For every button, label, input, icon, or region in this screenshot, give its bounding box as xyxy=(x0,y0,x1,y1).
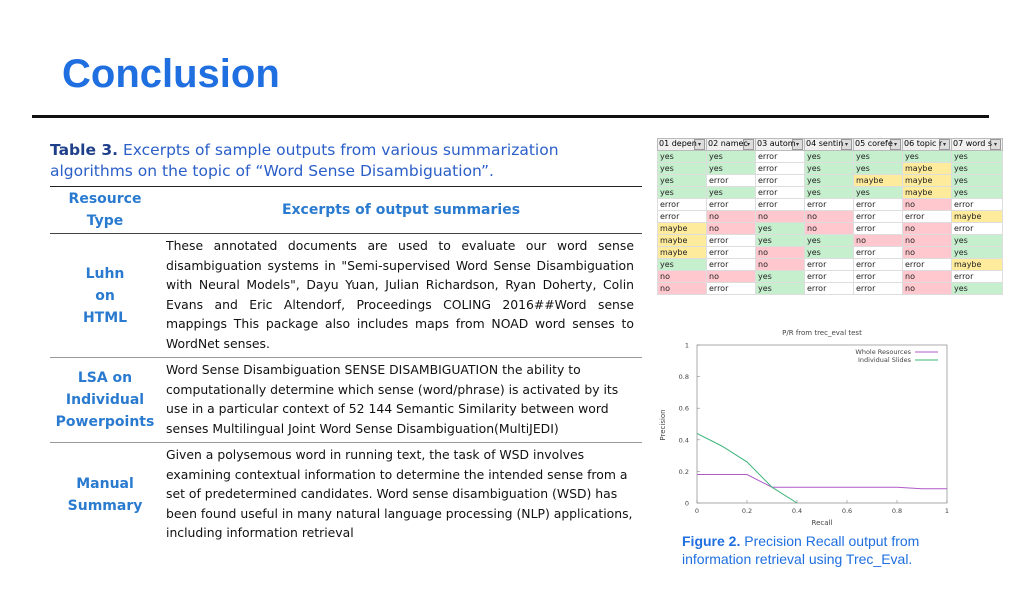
sheet-cell[interactable]: no xyxy=(903,247,952,259)
sheet-row xyxy=(658,223,1003,235)
sheet-cell[interactable]: maybe xyxy=(658,223,707,235)
sheet-cell[interactable]: error xyxy=(805,259,854,271)
sheet-cell[interactable]: no xyxy=(756,259,805,271)
excerpt-luhn: These annotated documents are used to evaluate our word sense disambiguation systems in "Semi-supervised Word Sense Disambiguation with Neural Models", Dayu Yuan, Julian Richardson, Ryan Doherty, Colin Evans and Eric Altendorf, Proceedings COLING 2016##Word sense mappings This package also includes maps from NOAD word senses to WordNet senses. xyxy=(166,238,634,351)
sheet-column-header[interactable] xyxy=(707,139,756,151)
sheet-row xyxy=(658,271,1003,283)
sheet-cell[interactable]: yes xyxy=(903,151,952,163)
table-row xyxy=(50,358,642,443)
sheet-column-header[interactable] xyxy=(952,139,1003,151)
sheet-cell[interactable]: no xyxy=(756,247,805,259)
sheet-cell[interactable]: yes xyxy=(658,259,707,271)
x-tick-label: 0.8 xyxy=(891,507,903,515)
sheet-cell[interactable]: yes xyxy=(952,235,1003,247)
sheet-row xyxy=(658,151,1003,163)
legend-label: Whole Resources xyxy=(855,348,911,356)
sheet-cell[interactable]: error xyxy=(854,211,903,223)
x-tick-label: 0 xyxy=(694,507,700,515)
sheet-cell[interactable]: error xyxy=(658,211,707,223)
sheet-cell[interactable]: error xyxy=(756,187,805,199)
sheet-row xyxy=(658,211,1003,223)
pr-chart xyxy=(655,325,955,530)
sheet-cell[interactable]: yes xyxy=(952,247,1003,259)
sheet-row xyxy=(658,247,1003,259)
sheet-cell[interactable]: error xyxy=(903,259,952,271)
sheet-cell[interactable]: no xyxy=(903,223,952,235)
sheet-cell[interactable]: error xyxy=(805,271,854,283)
sheet-cell[interactable]: no xyxy=(903,271,952,283)
sheet-cell[interactable]: no xyxy=(903,199,952,211)
x-tick-label: 0.6 xyxy=(841,507,853,515)
sheet-cell[interactable]: yes xyxy=(854,151,903,163)
x-tick-label: 0.2 xyxy=(741,507,753,515)
legend-label: Individual Slides xyxy=(858,356,911,364)
sheet-cell[interactable]: error xyxy=(707,235,756,247)
sheet-cell[interactable]: yes xyxy=(805,151,854,163)
sheet-cell[interactable]: no xyxy=(756,211,805,223)
sheet-column-header[interactable] xyxy=(903,139,952,151)
sheet-cell[interactable]: yes xyxy=(658,187,707,199)
y-tick-label: 0.8 xyxy=(678,373,689,382)
sheet-cell[interactable]: yes xyxy=(854,163,903,175)
sheet-column-label: 03 autom xyxy=(757,139,796,148)
sheet-cell[interactable]: maybe xyxy=(903,175,952,187)
table-row xyxy=(50,234,642,358)
sheet-cell[interactable]: error xyxy=(903,211,952,223)
y-tick-label: 0 xyxy=(684,499,689,508)
sheet-column-header[interactable] xyxy=(756,139,805,151)
plot-area xyxy=(697,345,947,503)
table3-header-row xyxy=(50,187,642,234)
sheet-row xyxy=(658,163,1003,175)
resource-type-lsa: LSA on Individual Powerpoints xyxy=(55,370,155,430)
sheet-cell[interactable]: maybe xyxy=(854,175,903,187)
x-tick-label: 0.4 xyxy=(791,507,803,515)
sheet-cell[interactable]: error xyxy=(707,199,756,211)
sheet-cell[interactable]: error xyxy=(707,283,756,295)
sheet-cell[interactable]: no xyxy=(707,211,756,223)
filter-dropdown-icon[interactable]: ▾ xyxy=(990,139,1001,150)
sheet-column-label: 05 corefe xyxy=(855,139,893,148)
filter-dropdown-icon[interactable]: ▾ xyxy=(841,139,852,150)
table-row xyxy=(50,443,642,547)
y-tick-label: 0.2 xyxy=(678,467,689,476)
sheet-cell[interactable]: yes xyxy=(952,283,1003,295)
sheet-cell[interactable]: no xyxy=(707,271,756,283)
resource-type-manual: Manual Summary xyxy=(67,475,143,514)
sheet-column-label: 06 topic r xyxy=(904,139,943,148)
sheet-cell[interactable]: maybe xyxy=(903,163,952,175)
sheet-cell[interactable]: yes xyxy=(658,175,707,187)
y-axis-label: Precision xyxy=(659,409,667,441)
filter-dropdown-icon[interactable]: ▾ xyxy=(694,139,705,150)
sheet-cell[interactable]: error xyxy=(854,283,903,295)
chart-title: P/R from trec_eval test xyxy=(782,329,862,337)
sheet-row xyxy=(658,235,1003,247)
table3 xyxy=(50,186,642,547)
sheet-cell[interactable]: yes xyxy=(756,223,805,235)
sheet-cell[interactable]: yes xyxy=(756,235,805,247)
sheet-cell[interactable]: error xyxy=(854,199,903,211)
sheet-cell[interactable]: yes xyxy=(952,163,1003,175)
sheet-cell[interactable]: error xyxy=(756,199,805,211)
sheet-cell[interactable]: error xyxy=(756,163,805,175)
sheet-cell[interactable]: no xyxy=(658,271,707,283)
table3-caption-label: Table 3. xyxy=(50,141,119,159)
figure2-label: Figure 2. xyxy=(682,533,741,549)
sheet-row xyxy=(658,259,1003,271)
sheet-column-label: 07 word s xyxy=(953,139,993,148)
sheet-cell[interactable]: error xyxy=(854,271,903,283)
sheet-cell[interactable]: yes xyxy=(805,175,854,187)
sheet-cell[interactable]: maybe xyxy=(903,187,952,199)
sheet-column-header[interactable] xyxy=(658,139,707,151)
sheet-cell[interactable]: error xyxy=(756,175,805,187)
sheet-cell[interactable]: maybe xyxy=(952,211,1003,223)
excerpt-manual: Given a polysemous word in running text, the task of WSD involves examining contextual information to determine the intended sense from a set of predetermined candidates. Word sense disambiguation (WSD) has been found useful in many natural language processing (NLP) applications, including information retrieval xyxy=(166,447,633,540)
sheet-cell[interactable]: yes xyxy=(707,163,756,175)
results-spreadsheet xyxy=(657,138,1003,295)
table3-header-excerpts: Excerpts of output summaries xyxy=(281,202,521,218)
resource-type-luhn: Luhn on HTML xyxy=(82,265,128,326)
sheet-cell[interactable]: error xyxy=(805,283,854,295)
sheet-cell[interactable]: maybe xyxy=(658,247,707,259)
sheet-cell[interactable]: no xyxy=(707,223,756,235)
filter-dropdown-icon[interactable]: ▾ xyxy=(939,139,950,150)
x-axis-label: Recall xyxy=(811,519,833,527)
sheet-cell[interactable]: yes xyxy=(952,187,1003,199)
sheet-cell[interactable]: yes xyxy=(805,247,854,259)
sheet-cell[interactable]: yes xyxy=(805,235,854,247)
sheet-cell[interactable]: error xyxy=(854,223,903,235)
sheet-cell[interactable]: yes xyxy=(854,187,903,199)
sheet-cell[interactable]: error xyxy=(658,199,707,211)
figure2-caption xyxy=(682,532,952,568)
sheet-column-header[interactable] xyxy=(854,139,903,151)
sheet-column-label: 01 depen xyxy=(659,139,697,148)
sheet-cell[interactable]: no xyxy=(805,211,854,223)
sheet-cell[interactable]: error xyxy=(854,247,903,259)
table3-caption xyxy=(50,140,642,182)
sheet-cell[interactable]: yes xyxy=(952,151,1003,163)
sheet-cell[interactable]: no xyxy=(658,283,707,295)
sheet-cell[interactable]: error xyxy=(854,259,903,271)
sheet-cell[interactable]: no xyxy=(903,283,952,295)
y-tick-label: 0.6 xyxy=(678,404,689,413)
sheet-row xyxy=(658,199,1003,211)
figure2-text: Precision Recall output from information retrieval using Trec_Eval. xyxy=(682,533,920,567)
sheet-cell[interactable]: yes xyxy=(756,283,805,295)
table3-caption-text: Excerpts of sample outputs from various summarization algorithms on the topic of “Word Sense Disambiguation”. xyxy=(50,141,559,180)
sheet-cell[interactable]: yes xyxy=(658,163,707,175)
y-tick-label: 1 xyxy=(684,341,689,350)
sheet-cell[interactable]: yes xyxy=(756,271,805,283)
sheet-column-header[interactable] xyxy=(805,139,854,151)
sheet-body xyxy=(658,151,1003,295)
sheet-cell[interactable]: error xyxy=(707,247,756,259)
sheet-header-row xyxy=(658,139,1003,151)
table3-header-type: Resource Type xyxy=(68,191,142,229)
sheet-cell[interactable]: error xyxy=(952,199,1003,211)
sheet-cell[interactable]: maybe xyxy=(658,235,707,247)
title-divider xyxy=(32,115,989,118)
filter-dropdown-icon[interactable]: ▾ xyxy=(743,139,754,150)
sheet-cell[interactable]: error xyxy=(805,199,854,211)
y-tick-label: 0.4 xyxy=(678,436,689,445)
sheet-cell[interactable]: yes xyxy=(805,163,854,175)
sheet-cell[interactable]: error xyxy=(952,271,1003,283)
x-tick-label: 1 xyxy=(944,507,950,515)
sheet-cell[interactable]: yes xyxy=(952,175,1003,187)
sheet-column-label: 02 namec xyxy=(708,139,748,148)
sheet-cell[interactable]: yes xyxy=(658,151,707,163)
filter-dropdown-icon[interactable]: ▾ xyxy=(792,139,803,150)
sheet-cell[interactable]: no xyxy=(903,235,952,247)
sheet-cell[interactable]: error xyxy=(756,151,805,163)
sheet-cell[interactable]: error xyxy=(707,175,756,187)
sheet-column-label: 04 sentin xyxy=(806,139,844,148)
sheet-cell[interactable]: error xyxy=(707,259,756,271)
sheet-cell[interactable]: yes xyxy=(707,187,756,199)
sheet-row xyxy=(658,283,1003,295)
pr-chart-svg xyxy=(655,325,955,530)
sheet-cell[interactable]: no xyxy=(854,235,903,247)
sheet-cell[interactable]: no xyxy=(805,223,854,235)
page-title: Conclusion xyxy=(62,52,280,96)
sheet-cell[interactable]: maybe xyxy=(952,259,1003,271)
excerpt-lsa: Word Sense Disambiguation SENSE DISAMBIGUATION the ability to computationally determine which sense (word/phrase) is activated by its use in a particular context of 52 144 Semantic Similarity between word senses Multilingual Joint Word Sense Disambiguation(MultiJEDI) xyxy=(166,362,619,436)
sheet-cell[interactable]: yes xyxy=(805,187,854,199)
sheet-row xyxy=(658,187,1003,199)
sheet-row xyxy=(658,175,1003,187)
sheet-cell[interactable]: error xyxy=(952,223,1003,235)
table3-block xyxy=(50,140,642,547)
filter-dropdown-icon[interactable]: ▾ xyxy=(890,139,901,150)
sheet-cell[interactable]: yes xyxy=(707,151,756,163)
